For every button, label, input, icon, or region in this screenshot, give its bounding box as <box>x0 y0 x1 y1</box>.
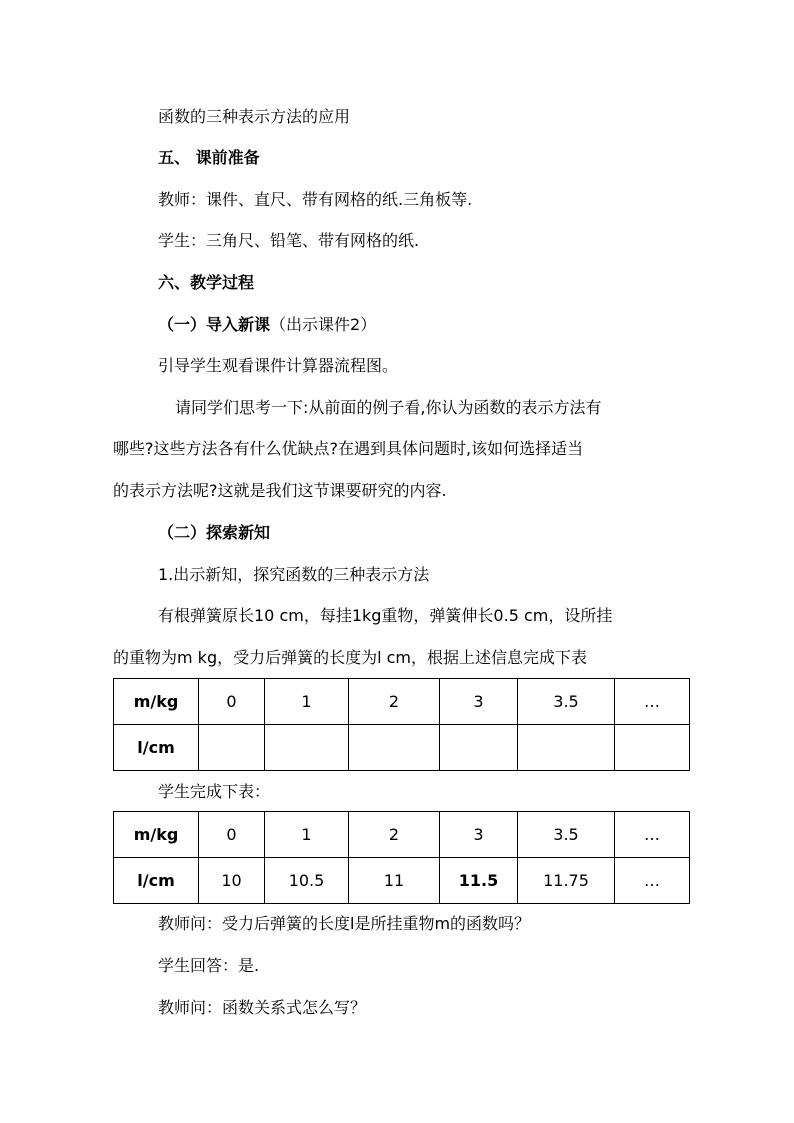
table-cell: 2 <box>349 812 440 858</box>
student-complete: 学生完成下表： <box>158 782 271 801</box>
table-cell: 3 <box>440 679 518 725</box>
table-cell <box>349 725 440 771</box>
table-cell: 3.5 <box>518 679 615 725</box>
para-guide: 引导学生观看课件计算器流程图。 <box>158 356 399 375</box>
para-question-3: 的表示方法呢?这就是我们这节课要研究的内容. <box>113 481 447 500</box>
section-heading-6: 六、教学过程 <box>158 273 255 292</box>
table-cell: 3.5 <box>518 812 615 858</box>
student-prep: 学生：三角尺、铅笔、带有网格的纸. <box>158 231 420 250</box>
table-cell: 0 <box>199 812 265 858</box>
table-cell: 10.5 <box>265 858 349 904</box>
completed-table <box>113 811 690 904</box>
table-row <box>114 812 690 858</box>
table-cell: … <box>615 858 690 904</box>
problem-line-1: 有根弹簧原长10 cm，每挂1kg重物，弹簧伸长0.5 cm，设所挂 <box>158 606 613 625</box>
subsection-2-title: （二）探索新知 <box>158 523 271 542</box>
table-row <box>114 679 690 725</box>
para-question-1: 请同学们思考一下:从前面的例子看,你认为函数的表示方法有 <box>175 398 602 417</box>
table-cell: 1 <box>265 812 349 858</box>
table-cell: l/cm <box>114 725 199 771</box>
para-question-2: 哪些?这些方法各有什么优缺点?在遇到具体问题时,该如何选择适当 <box>113 439 584 458</box>
table-cell: 10 <box>199 858 265 904</box>
table-cell: 1 <box>265 679 349 725</box>
subsection-1 <box>158 315 376 335</box>
table-row <box>114 725 690 771</box>
table-row <box>114 858 690 904</box>
table-cell <box>615 725 690 771</box>
table-cell: 2 <box>349 679 440 725</box>
subsection-1-note: （出示课件2） <box>270 315 377 334</box>
section-heading-5: 五、 课前准备 <box>158 148 260 167</box>
table-cell: 11.75 <box>518 858 615 904</box>
problem-line-2: 的重物为m kg，受力后弹簧的长度为l cm，根据上述信息完成下表 <box>113 648 588 667</box>
table-cell: … <box>615 679 690 725</box>
table-cell <box>440 725 518 771</box>
topic-line: 函数的三种表示方法的应用 <box>158 107 351 126</box>
table-cell: 11.5 <box>440 858 518 904</box>
subsection-1-title: （一）导入新课 <box>158 315 271 334</box>
teacher-question-2: 教师问：函数关系式怎么写？ <box>158 998 367 1017</box>
table-cell: l/cm <box>114 858 199 904</box>
teacher-prep: 教师：课件、直尺、带有网格的纸.三角板等. <box>158 190 473 209</box>
table-cell: 11 <box>349 858 440 904</box>
table-cell: m/kg <box>114 812 199 858</box>
table-cell: 0 <box>199 679 265 725</box>
table-cell <box>265 725 349 771</box>
teacher-question-1: 教师问：受力后弹簧的长度l是所挂重物m的函数吗？ <box>158 914 531 933</box>
student-answer: 学生回答：是. <box>158 956 260 975</box>
table-cell: 3 <box>440 812 518 858</box>
blank-table <box>113 678 690 771</box>
table-cell: m/kg <box>114 679 199 725</box>
point-1: 1.出示新知，探究函数的三种表示方法 <box>158 565 430 584</box>
table-cell <box>199 725 265 771</box>
table-cell: … <box>615 812 690 858</box>
table-cell <box>518 725 615 771</box>
